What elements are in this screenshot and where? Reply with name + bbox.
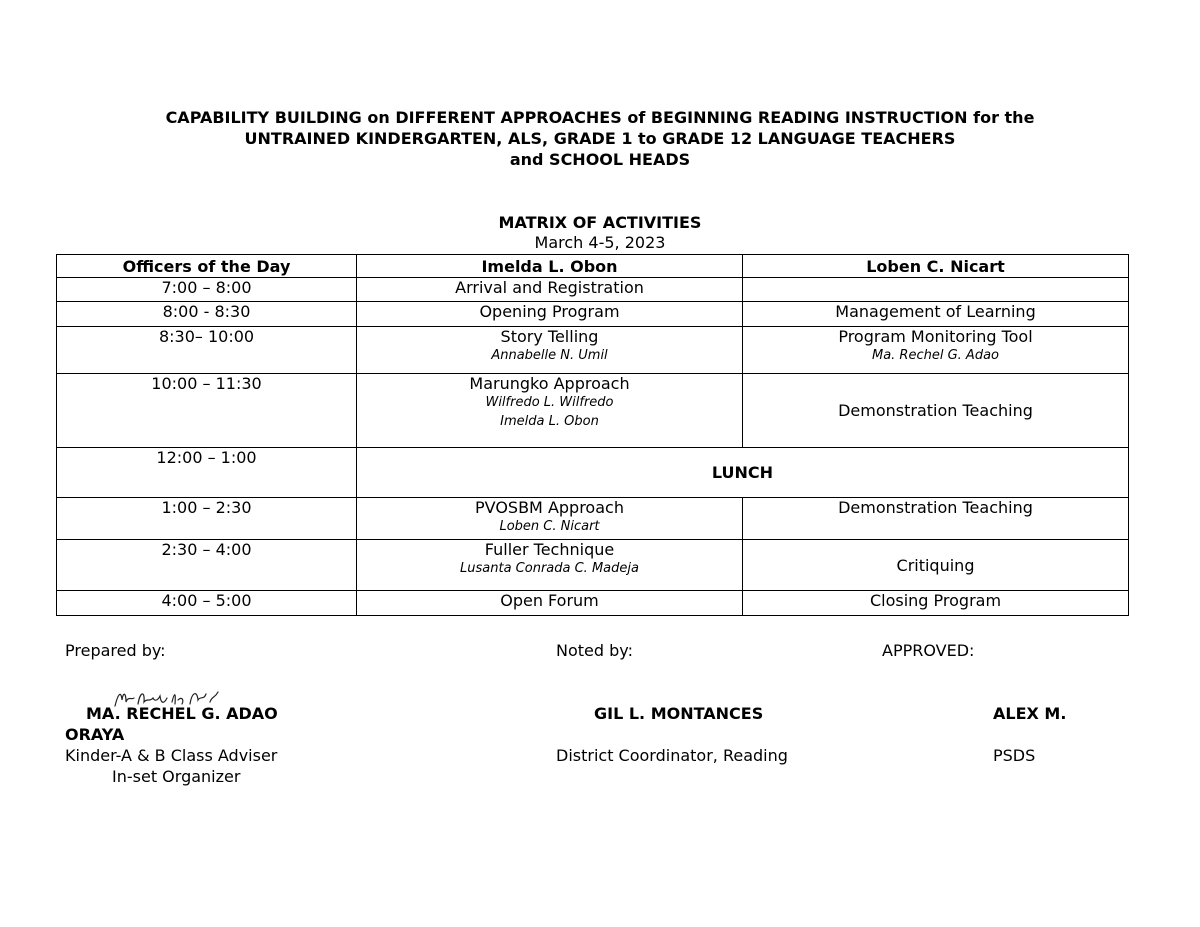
activity-cell: Arrival and Registration	[357, 278, 743, 302]
prepared-by-role: Kinder-A & B Class Adviser	[65, 746, 278, 765]
activity-cell: Management of Learning	[743, 302, 1129, 327]
matrix-title: MATRIX OF ACTIVITIES	[498, 213, 702, 232]
time-cell: 8:30– 10:00	[57, 327, 357, 374]
activity-cell	[743, 278, 1129, 302]
prepared-by-name-continued: ORAYA	[65, 725, 125, 744]
document-title	[0, 107, 1200, 170]
activity-cell	[357, 498, 743, 540]
activity-cell	[743, 327, 1129, 374]
activity-title: PVOSBM Approach	[475, 498, 624, 517]
facilitator-name: Annabelle N. Umil	[491, 348, 608, 363]
header-officers: Officers of the Day	[57, 255, 357, 278]
table-row	[57, 278, 1129, 302]
prepared-by-label: Prepared by:	[65, 641, 166, 660]
activity-cell: Demonstration Teaching	[743, 498, 1129, 540]
prepared-by-name: MA. RECHEL G. ADAO	[86, 704, 278, 723]
activity-cell: Opening Program	[357, 302, 743, 327]
time-cell: 1:00 – 2:30	[57, 498, 357, 540]
table-row	[57, 374, 1129, 448]
table-row	[57, 591, 1129, 616]
noted-by-name: GIL L. MONTANCES	[594, 704, 764, 723]
activity-cell	[357, 540, 743, 591]
activity-title: Fuller Technique	[484, 540, 615, 559]
noted-by-label: Noted by:	[556, 641, 633, 660]
table-row	[57, 302, 1129, 327]
activity-cell: Closing Program	[743, 591, 1129, 616]
title-line-2: UNTRAINED KINDERGARTEN, ALS, GRADE 1 to GRADE 12 LANGUAGE TEACHERS	[244, 129, 956, 148]
activity-cell	[357, 374, 743, 448]
table-row	[57, 540, 1129, 591]
activity-cell: Open Forum	[357, 591, 743, 616]
time-cell: 2:30 – 4:00	[57, 540, 357, 591]
table-header-row	[57, 255, 1129, 278]
title-line-1: CAPABILITY BUILDING on DIFFERENT APPROACHES of BEGINNING READING INSTRUCTION for the	[165, 108, 1035, 127]
facilitator-name: Wilfredo L. Wilfredo	[485, 395, 614, 410]
activities-table	[56, 254, 1129, 616]
matrix-date: March 4-5, 2023	[534, 233, 666, 252]
time-cell: 10:00 – 11:30	[57, 374, 357, 448]
approved-by-name: ALEX M.	[993, 704, 1067, 723]
facilitator-name: Lusanta Conrada C. Madeja	[460, 561, 639, 576]
activity-cell: Critiquing	[743, 540, 1129, 591]
table-row	[57, 448, 1129, 498]
activity-title: Story Telling	[500, 327, 599, 346]
table-row	[57, 327, 1129, 374]
time-cell: 7:00 – 8:00	[57, 278, 357, 302]
facilitator-name: Imelda L. Obon	[500, 414, 599, 429]
noted-by-role: District Coordinator, Reading	[556, 746, 788, 765]
time-cell: 8:00 - 8:30	[57, 302, 357, 327]
approved-by-role: PSDS	[993, 746, 1036, 765]
activity-title: Program Monitoring Tool	[838, 327, 1033, 346]
facilitator-name: Loben C. Nicart	[499, 519, 600, 534]
header-officer-1: Imelda L. Obon	[357, 255, 743, 278]
activity-cell	[357, 327, 743, 374]
approved-label: APPROVED:	[882, 641, 975, 660]
activity-cell: Demonstration Teaching	[743, 374, 1129, 448]
header-officer-2: Loben C. Nicart	[743, 255, 1129, 278]
time-cell: 12:00 – 1:00	[57, 448, 357, 498]
activity-title: Marungko Approach	[469, 374, 630, 393]
prepared-by-role-2: In-set Organizer	[112, 767, 241, 786]
lunch-cell: LUNCH	[357, 448, 1129, 498]
facilitator-name: Ma. Rechel G. Adao	[871, 348, 999, 363]
table-row	[57, 498, 1129, 540]
time-cell: 4:00 – 5:00	[57, 591, 357, 616]
title-line-3: and SCHOOL HEADS	[509, 150, 691, 169]
